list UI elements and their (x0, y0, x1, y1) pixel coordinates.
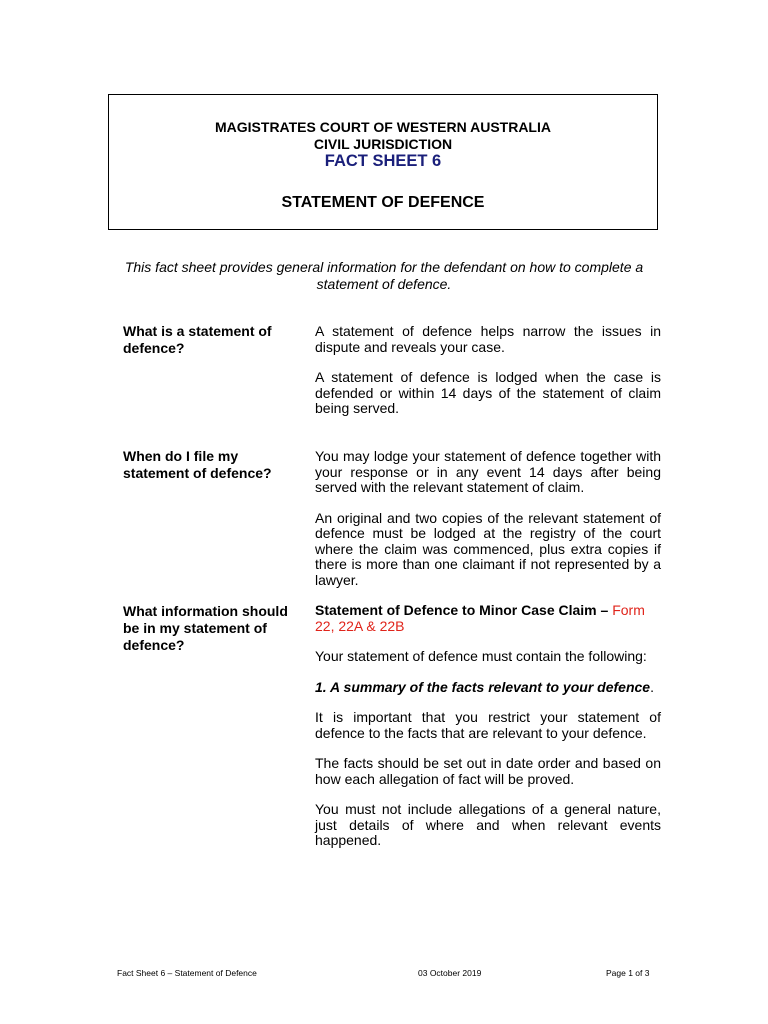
point-end: . (650, 678, 654, 695)
intro-text: This fact sheet provides general information for the defendant on how to complete a statement of defence. (124, 259, 644, 292)
question-what-is: What is a statement of defence? (123, 323, 272, 356)
answer-what-info (315, 603, 661, 864)
paragraph: A statement of defence is lodged when the case is defended or within 14 days of the statement of claim being served. (315, 369, 661, 416)
point-text: 1. A summary of the facts relevant to your defence (315, 678, 651, 695)
document-title: STATEMENT OF DEFENCE (281, 194, 485, 211)
fact-sheet-number: FACT SHEET 6 (324, 152, 442, 170)
paragraph: Your statement of defence must contain the following: (315, 648, 647, 664)
header-box (108, 94, 658, 230)
paragraph: You may lodge your statement of defence together with your response or in any event 14 days after being served with the relevant statement of claim. (315, 448, 661, 495)
answer-what-is (315, 324, 661, 432)
point-summary (315, 680, 661, 696)
paragraph: You must not include allegations of a general nature, just details of where and when relevant events happened. (315, 801, 661, 848)
answer-when-file (315, 449, 661, 603)
form-reference: Form 22, 22A & 22B (315, 602, 645, 634)
question-what-info: What information should be in my statement of defence? (123, 603, 288, 653)
jurisdiction: CIVIL JURISDICTION (313, 136, 453, 152)
subheading-text: Statement of Defence to Minor Case Claim – (315, 602, 609, 618)
paragraph: A statement of defence helps narrow the issues in dispute and reveals your case. (315, 323, 661, 355)
court-name: MAGISTRATES COURT OF WESTERN AUSTRALIA (215, 119, 551, 135)
footer-page: Page 1 of 3 (606, 968, 650, 978)
footer-title: Fact Sheet 6 – Statement of Defence (117, 968, 257, 978)
question-when-file: When do I file my statement of defence? (123, 448, 272, 481)
paragraph: An original and two copies of the relevant statement of defence must be lodged at the registry of the court where the claim was commenced, plus extra copies if there is more than one claimant if not represented by a lawyer. (315, 509, 661, 588)
paragraph: The facts should be set out in date order and based on how each allegation of fact will be proved. (315, 755, 661, 787)
subheading-minor-case (315, 603, 661, 634)
footer-date: 03 October 2019 (418, 968, 482, 978)
paragraph: It is important that you restrict your statement of defence to the facts that are relevant to your defence. (315, 709, 661, 741)
